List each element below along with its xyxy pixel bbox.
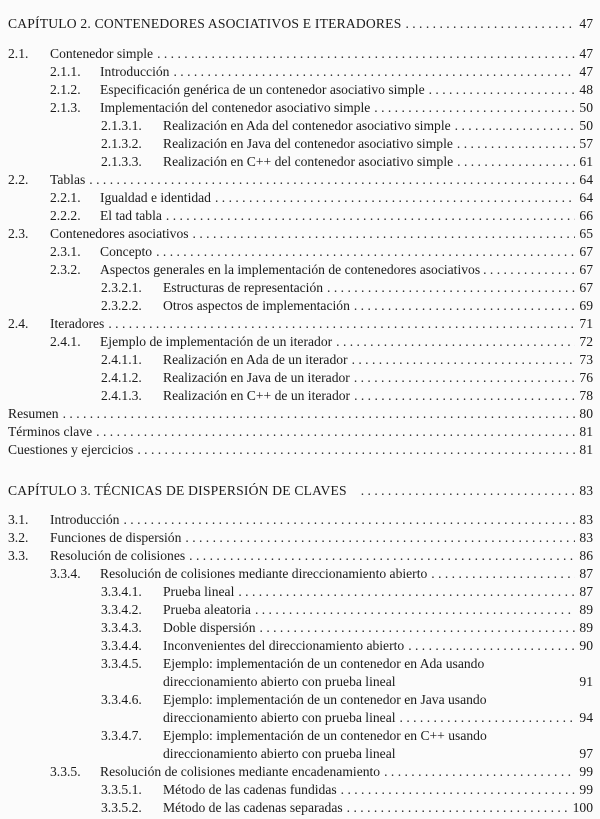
toc-entry-2-1-3-1[interactable] (101, 117, 593, 135)
toc-entry-3-1[interactable] (8, 511, 593, 529)
entry-number: 2.4.1. (50, 334, 81, 349)
entry-page: 83 (579, 530, 593, 545)
chapter-2-heading[interactable] (8, 15, 593, 33)
toc-entry-2-1-2[interactable] (50, 81, 593, 99)
entry-page: 67 (579, 244, 593, 259)
entry-page: 66 (579, 208, 593, 223)
toc-entry-3-3-5-2[interactable] (101, 799, 593, 817)
toc-entry-2-3-2[interactable] (50, 261, 593, 279)
chapter-2-title: CAPÍTULO 2. CONTENEDORES ASOCIATIVOS E ITERADORES (8, 16, 402, 31)
toc-entry-3-3-4-3[interactable] (101, 619, 593, 637)
toc-entry-2-3[interactable] (8, 225, 593, 243)
toc-entry-2-1-3-3[interactable] (101, 153, 593, 171)
toc-entry-2-4-1-1[interactable] (101, 351, 593, 369)
entry-title: Ejemplo de implementación de un iterador (100, 334, 333, 349)
entry-page: 89 (579, 602, 593, 617)
entry-page: 81 (579, 424, 593, 439)
entry-page: 87 (579, 584, 593, 599)
toc-entry-2-3-1[interactable] (50, 243, 593, 261)
entry-page: 81 (579, 442, 593, 457)
entry-page: 86 (579, 548, 593, 563)
entry-title-continued: direccionamiento abierto con prueba lineal (163, 746, 396, 761)
entry-number: 2.4.1.2. (101, 370, 142, 385)
entry-title: Concepto (100, 244, 153, 259)
entry-page: 69 (579, 298, 593, 313)
entry-page: 89 (579, 620, 593, 635)
entry-page: 99 (579, 764, 593, 779)
toc-entry-3-3-4[interactable] (50, 565, 593, 583)
entry-page: 71 (579, 316, 593, 331)
entry-title: Contenedores asociativos (50, 226, 189, 241)
entry-title: El tad tabla (100, 208, 162, 223)
toc-entry-2-4-1-3[interactable] (101, 387, 593, 405)
entry-number: 2.3.2.1. (101, 280, 142, 295)
toc-entry-3-3-4-4[interactable] (101, 637, 593, 655)
entry-number: 3.3.4.1. (101, 584, 142, 599)
chapter-3-page: 83 (579, 483, 593, 498)
entry-title: Otros aspectos de implementación (163, 298, 350, 313)
entry-page: 67 (579, 262, 593, 277)
entry-page: 48 (579, 82, 593, 97)
toc-entry-2-4[interactable] (8, 315, 593, 333)
entry-number: 2.2. (8, 172, 29, 187)
entry-number: 3.3. (8, 548, 29, 563)
leader-dots (405, 15, 575, 33)
entry-title: Resumen (8, 406, 59, 421)
entry-page: 67 (579, 280, 593, 295)
entry-title: Términos clave (8, 424, 93, 439)
entry-number: 3.3.4.6. (101, 692, 142, 707)
toc-entry-3-3-4-5-cont[interactable] (163, 673, 593, 691)
entry-number: 2.4.1.3. (101, 388, 142, 403)
toc-entry-2-2[interactable] (8, 171, 593, 189)
entry-number: 2.1.2. (50, 82, 81, 97)
toc-entry-3-3-4-6[interactable] (101, 691, 593, 709)
entry-page: 57 (579, 136, 593, 151)
entry-title: Igualdad e identidad (100, 190, 211, 205)
entry-title: Método de las cadenas separadas (163, 800, 343, 815)
entry-title: Doble dispersión (163, 620, 256, 635)
entry-number: 3.3.5. (50, 764, 81, 779)
toc-entry-3-3-4-7-cont[interactable] (163, 745, 593, 763)
entry-title: Inconvenientes del direccionamiento abierto (163, 638, 405, 653)
entry-title: Ejemplo: implementación de un contenedor en C++ usando (163, 728, 487, 743)
entry-page: 73 (579, 352, 593, 367)
toc-entry-3-3-4-7[interactable] (101, 727, 593, 745)
entry-number: 3.3.4.7. (101, 728, 142, 743)
entry-title: Introducción (100, 64, 170, 79)
entry-page: 61 (579, 154, 593, 169)
leader-dots (361, 482, 576, 500)
toc-entry-2-1-3[interactable] (50, 99, 593, 117)
entry-page: 50 (579, 118, 593, 133)
entry-number: 2.4. (8, 316, 29, 331)
toc-entry-3-3-4-5[interactable] (101, 655, 593, 673)
chapter-3-title: CAPÍTULO 3. TÉCNICAS DE DISPERSIÓN DE CLAVES (8, 483, 347, 498)
entry-number: 2.4.1.1. (101, 352, 142, 367)
entry-title: Realización en Java de un iterador (163, 370, 350, 385)
entry-title-continued: direccionamiento abierto con prueba lineal (163, 710, 396, 725)
toc-entry-2-3-2-2[interactable] (101, 297, 593, 315)
toc-entry-2-2-1[interactable] (50, 189, 593, 207)
entry-title: Realización en Java del contenedor asociativo simple (163, 136, 453, 151)
toc-entry-2-3-2-1[interactable] (101, 279, 593, 297)
entry-title: Implementación del contenedor asociativo simple (100, 100, 371, 115)
entry-page: 47 (579, 64, 593, 79)
entry-number: 2.2.2. (50, 208, 81, 223)
entry-number: 3.3.5.1. (101, 782, 142, 797)
toc-entry-3-3-5[interactable] (50, 763, 593, 781)
entry-title: Ejemplo: implementación de un contenedor en Ada usando (163, 656, 485, 671)
entry-number: 2.3.1. (50, 244, 81, 259)
entry-title: Tablas (50, 172, 86, 187)
entry-number: 2.2.1. (50, 190, 81, 205)
chapter-3-heading[interactable] (8, 482, 593, 500)
entry-title: Realización en C++ de un iterador (163, 388, 351, 403)
entry-title: Prueba lineal (163, 584, 235, 599)
entry-page: 97 (579, 746, 593, 761)
entry-page: 99 (579, 782, 593, 797)
entry-page: 50 (579, 100, 593, 115)
entry-page: 90 (579, 638, 593, 653)
chapter-2-page: 47 (579, 16, 593, 31)
entry-title: Cuestiones y ejercicios (8, 442, 134, 457)
entry-number: 2.3. (8, 226, 29, 241)
toc-entry-resumen[interactable] (8, 405, 593, 423)
entry-number: 3.3.4.5. (101, 656, 142, 671)
entry-page: 64 (579, 190, 593, 205)
entry-page: 64 (579, 172, 593, 187)
entry-page: 78 (579, 388, 593, 403)
entry-number: 3.2. (8, 530, 29, 545)
entry-title: Realización en Ada de un iterador (163, 352, 348, 367)
entry-page: 94 (579, 710, 593, 725)
entry-title: Contenedor simple (50, 46, 154, 61)
entry-title: Método de las cadenas fundidas (163, 782, 337, 797)
entry-title: Especificación genérica de un contenedor asociativo simple (100, 82, 425, 97)
toc-entry-2-1-1[interactable] (50, 63, 593, 81)
entry-page: 100 (572, 800, 593, 815)
entry-number: 2.1.3. (50, 100, 81, 115)
entry-page: 80 (579, 406, 593, 421)
entry-number: 2.1.3.2. (101, 136, 142, 151)
toc-entry-2-1[interactable] (8, 45, 593, 63)
entry-title: Realización en Ada del contenedor asociativo simple (163, 118, 451, 133)
entry-title: Resolución de colisiones mediante direccionamiento abierto (100, 566, 428, 581)
entry-title: Estructuras de representación (163, 280, 324, 295)
entry-title: Funciones de dispersión (50, 530, 182, 545)
entry-page: 76 (579, 370, 593, 385)
toc-entry-3-3-4-2[interactable] (101, 601, 593, 619)
entry-number: 3.3.4.2. (101, 602, 142, 617)
entry-number: 3.3.5.2. (101, 800, 142, 815)
toc-entry-2-2-2[interactable] (50, 207, 593, 225)
toc-entry-2-1-3-2[interactable] (101, 135, 593, 153)
toc-entry-3-2[interactable] (8, 529, 593, 547)
entry-number: 2.3.2. (50, 262, 81, 277)
entry-title: Resolución de colisiones (50, 548, 186, 563)
toc-entry-3-3[interactable] (8, 547, 593, 565)
entry-page: 72 (579, 334, 593, 349)
entry-page: 47 (579, 46, 593, 61)
toc-entry-3-3-4-1[interactable] (101, 583, 593, 601)
toc-entry-3-3-4-6-cont[interactable] (163, 709, 593, 727)
entry-number: 2.3.2.2. (101, 298, 142, 313)
entry-page: 83 (579, 512, 593, 527)
entry-title: Realización en C++ del contenedor asociativo simple (163, 154, 454, 169)
entry-title-continued: direccionamiento abierto con prueba lineal (163, 674, 396, 689)
toc-entry-3-3-5-1[interactable] (101, 781, 593, 799)
entry-title: Aspectos generales en la implementación de contenedores asociativos (100, 262, 481, 277)
entry-page: 87 (579, 566, 593, 581)
entry-number: 3.1. (8, 512, 29, 527)
entry-number: 2.1.3.1. (101, 118, 142, 133)
entry-number: 2.1. (8, 46, 29, 61)
toc-entry-cuestiones[interactable] (8, 441, 593, 459)
entry-title: Prueba aleatoria (163, 602, 251, 617)
entry-title: Iteradores (50, 316, 105, 331)
entry-number: 3.3.4. (50, 566, 81, 581)
entry-number: 3.3.4.4. (101, 638, 142, 653)
entry-number: 2.1.3.3. (101, 154, 142, 169)
entry-title: Introducción (50, 512, 120, 527)
entry-page: 91 (579, 674, 593, 689)
toc-entry-2-4-1[interactable] (50, 333, 593, 351)
toc-entry-terminos-clave[interactable] (8, 423, 593, 441)
toc-entry-2-4-1-2[interactable] (101, 369, 593, 387)
entry-title: Resolución de colisiones mediante encadenamiento (100, 764, 381, 779)
entry-number: 2.1.1. (50, 64, 81, 79)
entry-number: 3.3.4.3. (101, 620, 142, 635)
entry-title: Ejemplo: implementación de un contenedor en Java usando (163, 692, 487, 707)
entry-page: 65 (579, 226, 593, 241)
